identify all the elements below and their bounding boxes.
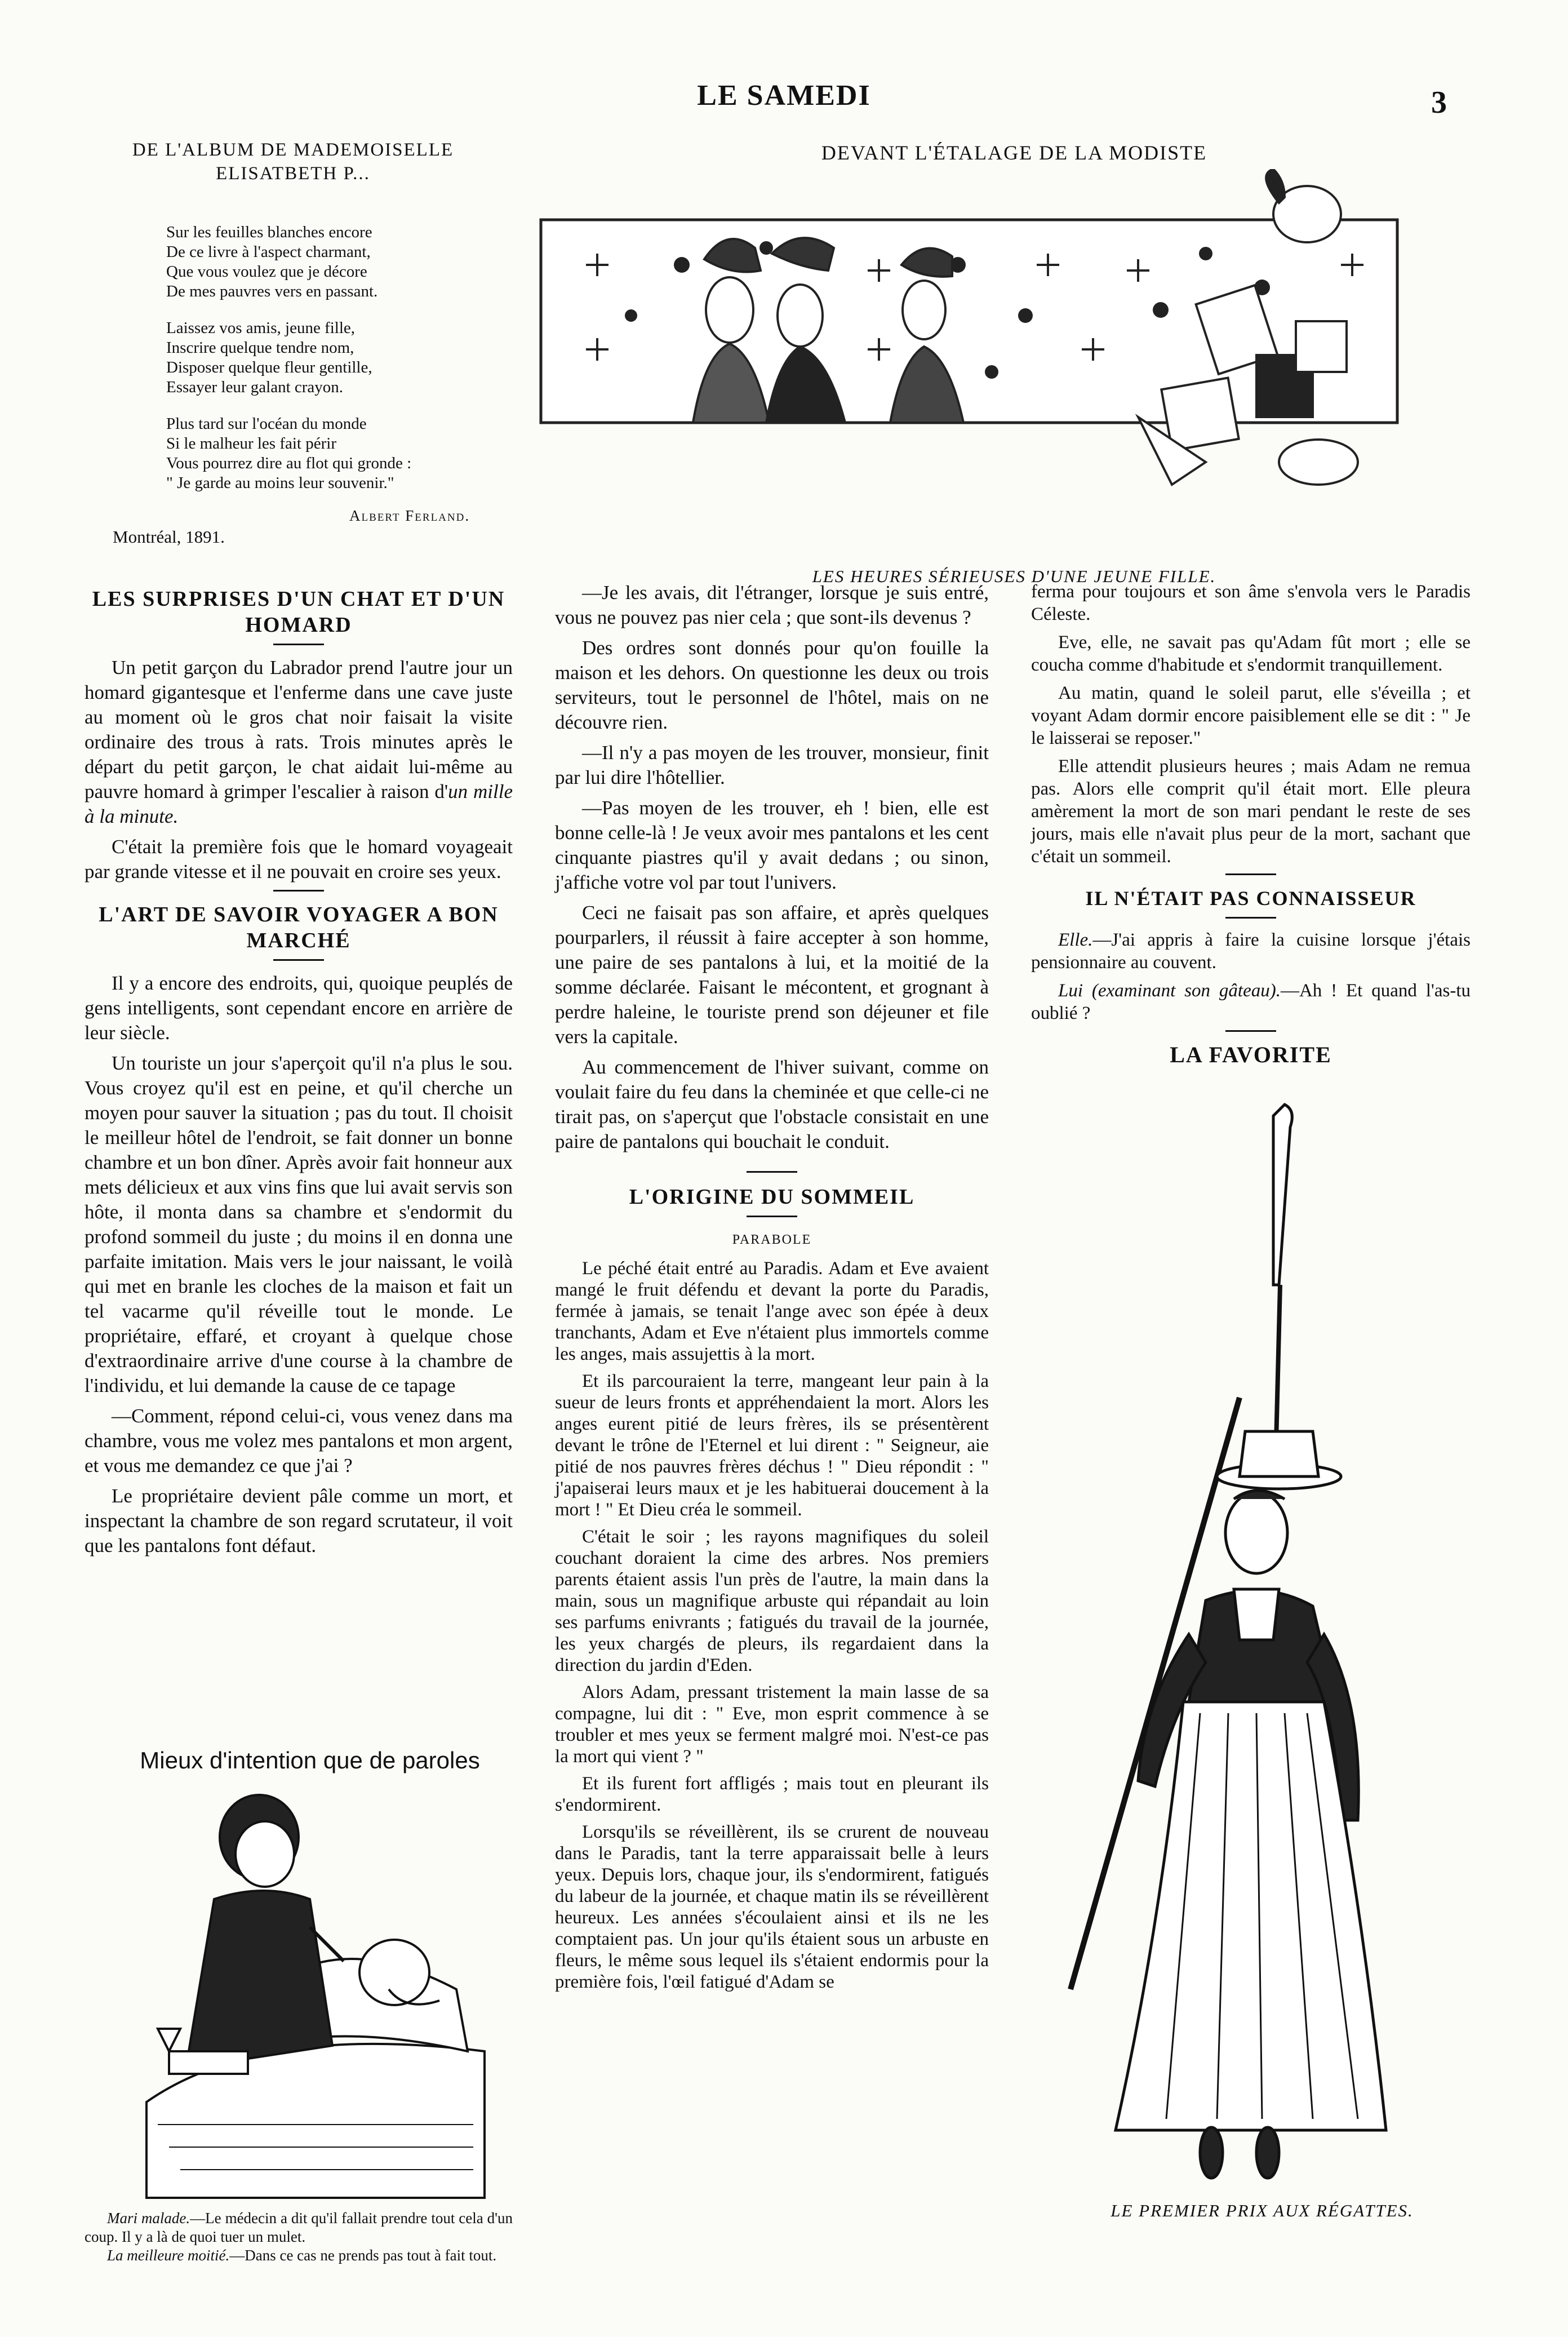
connaisseur-line-1	[1031, 929, 1471, 974]
voyager-paragraph-1: Il y a encore des endroits, qui, quoique peuplés de gens intelligents, sont cependant encore en arrière de leur siècle.	[85, 972, 513, 1044]
voyager-title: L'ART DE SAVOIR VOYAGER A BON MARCHÉ	[99, 903, 499, 952]
voyager-paragraph-4: Le propriétaire devient pâle comme un mort, et inspectant la chambre de son regard scrutateur, il voit que les pantalons font défaut.	[85, 1485, 513, 1556]
poem-line: Laissez vos amis, jeune fille,	[166, 319, 356, 337]
voyager-cont-5: Ceci ne faisait pas son affaire, et après quelques pourparlers, il réussit à faire accepter à son homme, une paire de ses pantalons à lui, et la moitié de la somme déclarée. Faisant le mécontent, et grognant à perdre haleine, le touriste prend son déjeuner et file vers la capitale.	[555, 902, 989, 1048]
poem-line: Inscrire quelque tendre nom,	[166, 339, 354, 357]
poem-line: Disposer quelque fleur gentille,	[166, 358, 372, 376]
caption-text: —Dans ce cas ne prends pas tout à fait tout.	[229, 2247, 497, 2264]
divider	[1225, 873, 1276, 875]
dialogue-speaker: Elle.	[1058, 930, 1093, 950]
sommeil-paragraph-4: Alors Adam, pressant tristement la main lasse de sa compagne, lui dit : " Eve, mon esprit commence à se troubler et mes yeux se ferment malgré moi. N'est-ce pas la mort qui vient ? "	[555, 1682, 989, 1767]
sommeil-paragraph-2: Et ils parcouraient la terre, mangeant leur pain à la sueur de leurs fronts et appréhendaient la mort. Alors les anges eurent pitié de leurs frères, ils se présentèrent devant le trône de l'Eternel et lui dirent : " Seigneur, aie pitié de nos pauvres frères déchus ! " Dieu répondit : " j'apaiserai leurs maux et je les habituerai doucement à la mort ! " Et Dieu créa le sommeil.	[555, 1371, 989, 1520]
chat-text: Un petit garçon du Labrador prend l'autre jour un homard gigantesque et l'enferme dans une cave juste au moment où le gros chat noir faisait la visite ordinaire des trous à rats. Trois minutes après le départ du petit garçon, le chat aidait lui-même au pauvre homard à grimper l'escalier à raison d'	[85, 657, 513, 802]
voyager-paragraph-2: Un touriste un jour s'aperçoit qu'il n'a plus le sou. Vous croyez qu'il est en peine, et qu'il cherche un moyen pour sauver la situation ; pas du tout. Il choisit le meilleur hôtel de l'endroit, se fait donner un bonne chambre et un bon dîner. Après avoir fait honneur aux mets délicieux et aux vins fins que lui avait servis son hôte, il monta dans sa chambre et s'endormit du profond sommeil du juste ; du moins il en donna une parfaite imitation. Mais vers le jour naissant, le voilà qui met en branle les cloches de la maison et fait un tel vacarme qu'il réveille tout le monde. Le propriétaire, effaré, et croyant à quelque chose d'extraordinaire arrive d'une course à la chambre de l'individu, et lui demande la cause de ce tapage	[85, 1052, 513, 1396]
stanza-1	[166, 223, 482, 301]
chat-emphasis: un mille à la minute.	[85, 781, 513, 827]
poem-line: Vous pourrez dire au flot qui gronde :	[166, 454, 412, 472]
voyager-cont-3: —Il n'y a pas moyen de les trouver, monsieur, finit par lui dire l'hôtellier.	[555, 742, 989, 788]
dialogue-text: —Ah ! Et quand l'as-tu oublié ?	[1031, 981, 1471, 1023]
column-3	[1031, 580, 1471, 1068]
voyager-cont-6: Au commencement de l'hiver suivant, comme on voulait faire du feu dans la cheminée et que celle-ci ne tirait pas, on s'aperçut que l'obstacle consistait en une paire de pantalons qui bouchait le conduit.	[555, 1056, 989, 1152]
sommeil-paragraph-3: C'était le soir ; les rayons magnifiques du soleil couchant doraient la cime des arbres. Nos premiers parents étaient assis l'un près de l'autre, la main dans la main, sous un magnifique arbuste qui répandait au loin ses parfums enivrants ; fatigués du travail de la journée, les yeux chargés de pleurs, ils regardaient dans la direction du jardin d'Eden.	[555, 1527, 989, 1675]
divider	[747, 1171, 797, 1173]
album-title	[85, 138, 501, 185]
chat-title: LES SURPRISES D'UN CHAT ET D'UN HOMARD	[92, 587, 505, 637]
poem-place-date: Montréal, 1891.	[113, 527, 225, 547]
poem-line: Si le malheur les fait périr	[166, 434, 336, 453]
divider	[1225, 1030, 1276, 1032]
divider	[273, 959, 324, 961]
sommeil-paragraph-1: Le péché était entré au Paradis. Adam et Eve avaient mangé le fruit défendu et devant la porte du Paradis, fermée à jamais, se tenait l'ange avec son épée à deux tranchants, Adam et Eve n'étaient plus immortels comme les anges, mais assujettis à la mort.	[555, 1258, 989, 1364]
modiste-title: DEVANT L'ÉTALAGE DE LA MODISTE	[821, 141, 1207, 164]
favorite-illustration	[1059, 1093, 1454, 2203]
stanza-2	[166, 318, 482, 397]
voyager-cont-2: Des ordres sont donnés pour qu'on fouille la maison et les dehors. On questionne les deux ou trois serviteurs, tout le personnel de l'hôtel, mais on ne découvre rien.	[555, 637, 989, 733]
poem-line: Essayer leur galant crayon.	[166, 378, 344, 396]
caption-speaker: La meilleure moitié.	[107, 2247, 230, 2264]
sommeil-paragraph-5: Et ils furent fort affligés ; mais tout en pleurant ils s'endormirent.	[555, 1773, 989, 1815]
connaisseur-line-2	[1031, 979, 1471, 1025]
stanza-3	[166, 414, 482, 493]
poem	[166, 223, 482, 493]
voyager-paragraph-3: —Comment, répond celui-ci, vous venez dans ma chambre, vous me volez mes pantalons et mon argent, et vous me demandez ce que j'ai ?	[85, 1405, 513, 1476]
mieux-title: Mieux d'intention que de paroles	[140, 1747, 480, 1773]
column-2	[555, 580, 989, 1998]
poem-line: Plus tard sur l'océan du monde	[166, 415, 367, 433]
chat-paragraph-2: C'était la première fois que le homard voyageait par grande vitesse et il ne pouvait en croire ses yeux.	[85, 836, 513, 883]
mieux-caption-2	[85, 2246, 513, 2265]
sommeil-cont-1: ferma pour toujours et son âme s'envola vers le Paradis Céleste.	[1031, 582, 1471, 624]
column-1	[85, 580, 513, 1564]
sommeil-cont-4: Elle attendit plusieurs heures ; mais Adam ne remua pas. Alors elle comprit qu'il était mort. Elle pleura amèrement la mort de son mari pendant le reste de ses jours, mais elle n'avait plus peur de la mort, sachant que c'était un sommeil.	[1031, 756, 1471, 867]
album-title-line1: DE L'ALBUM DE MADEMOISELLE	[132, 140, 454, 160]
album-title-line2: ELISATBETH P...	[216, 163, 370, 184]
caption-speaker: Mari malade.	[107, 2210, 190, 2227]
voyager-cont-4: —Pas moyen de les trouver, eh ! bien, elle est bonne celle-là ! Je veux avoir mes pantalons et les cent cinquante piastres qu'il y avait dedans ; ou sinon, j'affiche votre vol par tout l'univers.	[555, 797, 989, 893]
masthead: LE SAMEDI	[697, 79, 871, 112]
favorite-title: LA FAVORITE	[1170, 1042, 1332, 1067]
dialogue-text: —J'ai appris à faire la cuisine lorsque j'étais pensionnaire au couvent.	[1031, 930, 1471, 973]
sickbed-illustration	[124, 1786, 507, 2203]
caption-text: —Le médecin a dit qu'il fallait prendre tout cela d'un coup. Il y a là de quoi tuer un mulet.	[85, 2210, 513, 2245]
divider	[273, 890, 324, 892]
mieux-caption	[85, 2209, 513, 2265]
poem-line: De mes pauvres vers en passant.	[166, 282, 378, 300]
sommeil-cont-3: Au matin, quand le soleil parut, elle s'éveilla ; et voyant Adam dormir encore paisiblement elle se dit : " Je le laisserai se reposer."	[1031, 683, 1471, 748]
modiste-caption: LES HEURES SÉRIEUSES D'UNE JEUNE FILLE.	[812, 566, 1216, 586]
divider	[1225, 917, 1276, 919]
sommeil-subtitle: PARABOLE	[732, 1232, 812, 1247]
mieux-caption-1	[85, 2209, 513, 2246]
divider	[273, 644, 324, 645]
poem-line: Sur les feuilles blanches encore	[166, 223, 372, 241]
divider	[747, 1216, 797, 1217]
sommeil-title: L'ORIGINE DU SOMMEIL	[629, 1185, 915, 1209]
voyager-cont-1: —Je les avais, dit l'étranger, lorsque je suis entré, vous ne pouvez pas nier cela ; que sont-ils devenus ?	[555, 582, 989, 628]
poem-line: Que vous voulez que je décore	[166, 263, 367, 281]
poem-line: De ce livre à l'aspect charmant,	[166, 243, 371, 261]
sommeil-paragraph-6: Lorsqu'ils se réveillèrent, ils se crurent de nouveau dans le Paradis, tant la terre apparaissait belle à leurs yeux. Depuis lors, chaque jour, ils s'endormirent, fatigués du labeur de la journée, et chaque matin ils se réveillèrent heureux. Les années s'écoulaient ainsi et ils ne les comptaient pas. Un jour qu'ils étaient sous un arbuste en fleurs, le même sous lequel ils s'étaient endormis pour la première fois, l'œil fatigué d'Adam se	[555, 1822, 989, 1992]
poem-author: Albert Ferland.	[349, 507, 470, 524]
poem-line: " Je garde au moins leur souvenir."	[166, 474, 394, 492]
chat-paragraph-1	[85, 655, 513, 829]
modiste-illustration	[530, 169, 1465, 558]
sommeil-cont-2: Eve, elle, ne savait pas qu'Adam fût mort ; elle se coucha comme d'habitude et s'endormit tranquillement.	[1031, 632, 1471, 675]
page-number: 3	[1431, 85, 1447, 120]
connaisseur-title: IL N'ÉTAIT PAS CONNAISSEUR	[1085, 887, 1416, 910]
dialogue-speaker: Lui (examinant son gâteau).	[1058, 981, 1281, 1001]
favorite-caption: LE PREMIER PRIX AUX RÉGATTES.	[1111, 2201, 1414, 2220]
